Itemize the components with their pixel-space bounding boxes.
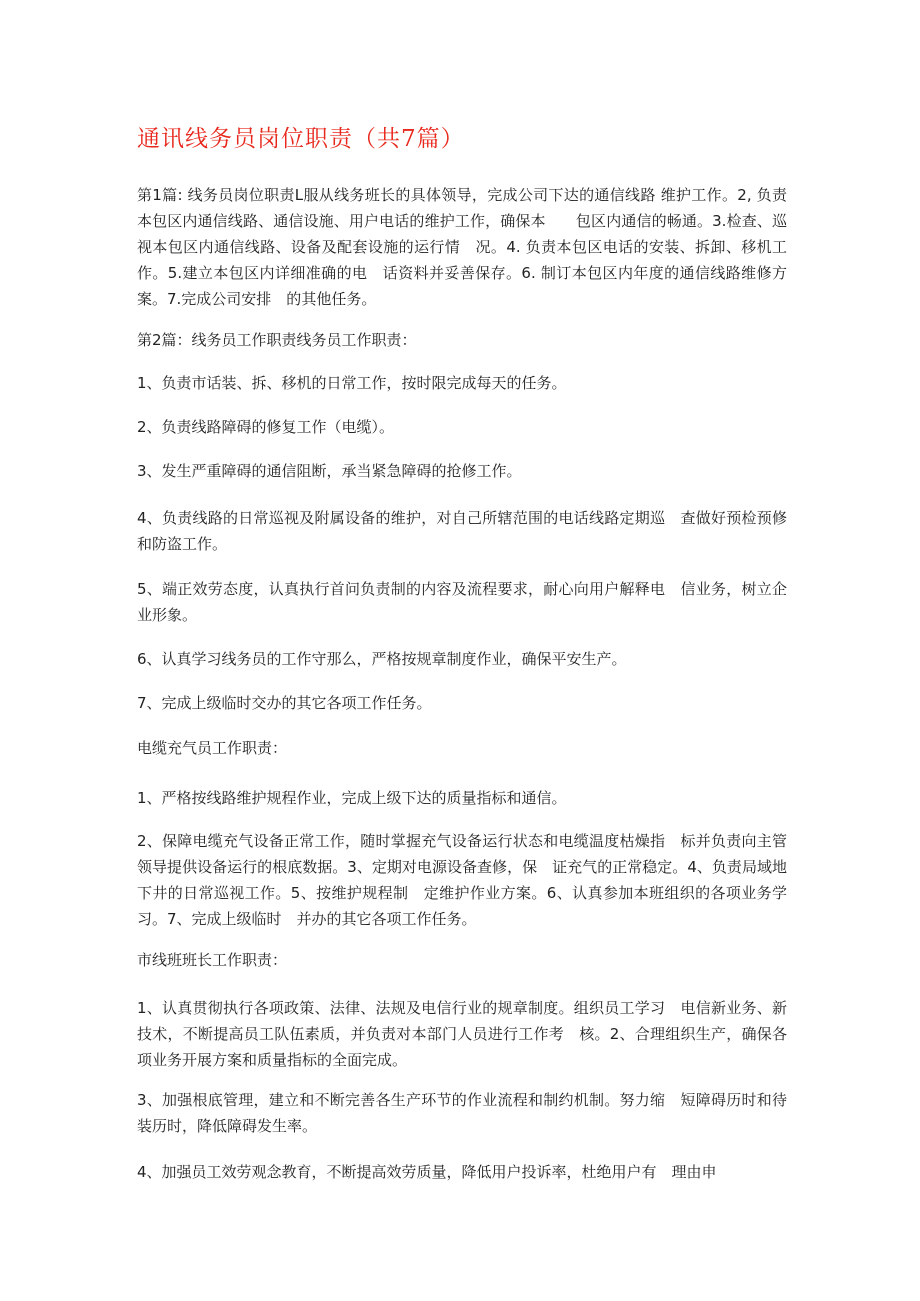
paragraph-item: 4、负责线路的日常巡视及附属设备的维护，对自己所辖范围的电话线路定期巡 查做好预检预修和防盗工作。 — [137, 509, 787, 553]
paragraph-item: 4、加强员工效劳观念教育，不断提高效劳质量，降低用户投诉率，杜绝用户有 理由申 — [137, 1163, 717, 1181]
document-title: 通讯线务员岗位职责（共7篇） — [137, 126, 465, 152]
paragraph-section-1: 第1篇: 线务员岗位职责L服从线务班长的具体领导，完成公司下达的通信线路 维护工作。2, 负责本包区内通信线路、通信设施、用户电话的维护工作，确保本 包区内通信的畅通。3.检查、巡视本包区内通信线路、设备及配套设施的运行情 况。4. 负责本包区电话的安装、拆卸、移机工作。5.建立本包区内详细准确的电 话资料并妥善保存。6. 制订本包区内年度的通信线路维修方案。7.完成公司安排 的其他任务。 — [137, 186, 787, 308]
paragraph-item: 3、加强根底管理，建立和不断完善各生产环节的作业流程和制约机制。努力缩 短障碍历时和待装历时，降低障碍发生率。 — [137, 1091, 787, 1135]
paragraph-item: 3、发生严重障碍的通信阻断，承当紧急障碍的抢修工作。 — [137, 462, 522, 480]
paragraph-item: 1、负责市话装、拆、移机的日常工作，按时限完成每天的任务。 — [137, 374, 567, 392]
paragraph-item: 6、认真学习线务员的工作守那么，严格按规章制度作业，确保平安生产。 — [137, 650, 627, 668]
paragraph-item: 5、端正效劳态度，认真执行首问负责制的内容及流程要求，耐心向用户解释电 信业务，树立企业形象。 — [137, 580, 787, 624]
paragraph-item: 2、负责线路障碍的修复工作（电缆）。 — [137, 418, 395, 436]
paragraph-item: 1、严格按线路维护规程作业，完成上级下达的质量指标和通信。 — [137, 789, 567, 807]
paragraph-subheading: 市线班班长工作职责： — [137, 951, 288, 969]
paragraph-item: 2、保障电缆充气设备正常工作，随时掌握充气设备运行状态和电缆温度枯燥指 标并负责向主管领导提供设备运行的根底数据。3、定期对电源设备查修，保 证充气的正常稳定。4、负责局域地下井的日常巡视工作。5、按维护规程制 定维护作业方案。6、认真参加本班组织的各项业务学习。7、完成上级临时 并办的其它各项工作任务。 — [137, 832, 787, 928]
paragraph-subheading: 电缆充气员工作职责： — [137, 739, 288, 757]
paragraph-section-2-heading: 第2篇：线务员工作职责线务员工作职责： — [137, 331, 417, 349]
paragraph-item: 1、认真贯彻执行各项政策、法律、法规及电信行业的规章制度。组织员工学习 电信新业务、新技术，不断提高员工队伍素质，并负责对本部门人员进行工作考 核。2、合理组织生产，确保各项业务开展方案和质量指标的全面完成。 — [137, 999, 787, 1069]
paragraph-item: 7、完成上级临时交办的其它各项工作任务。 — [137, 694, 432, 712]
